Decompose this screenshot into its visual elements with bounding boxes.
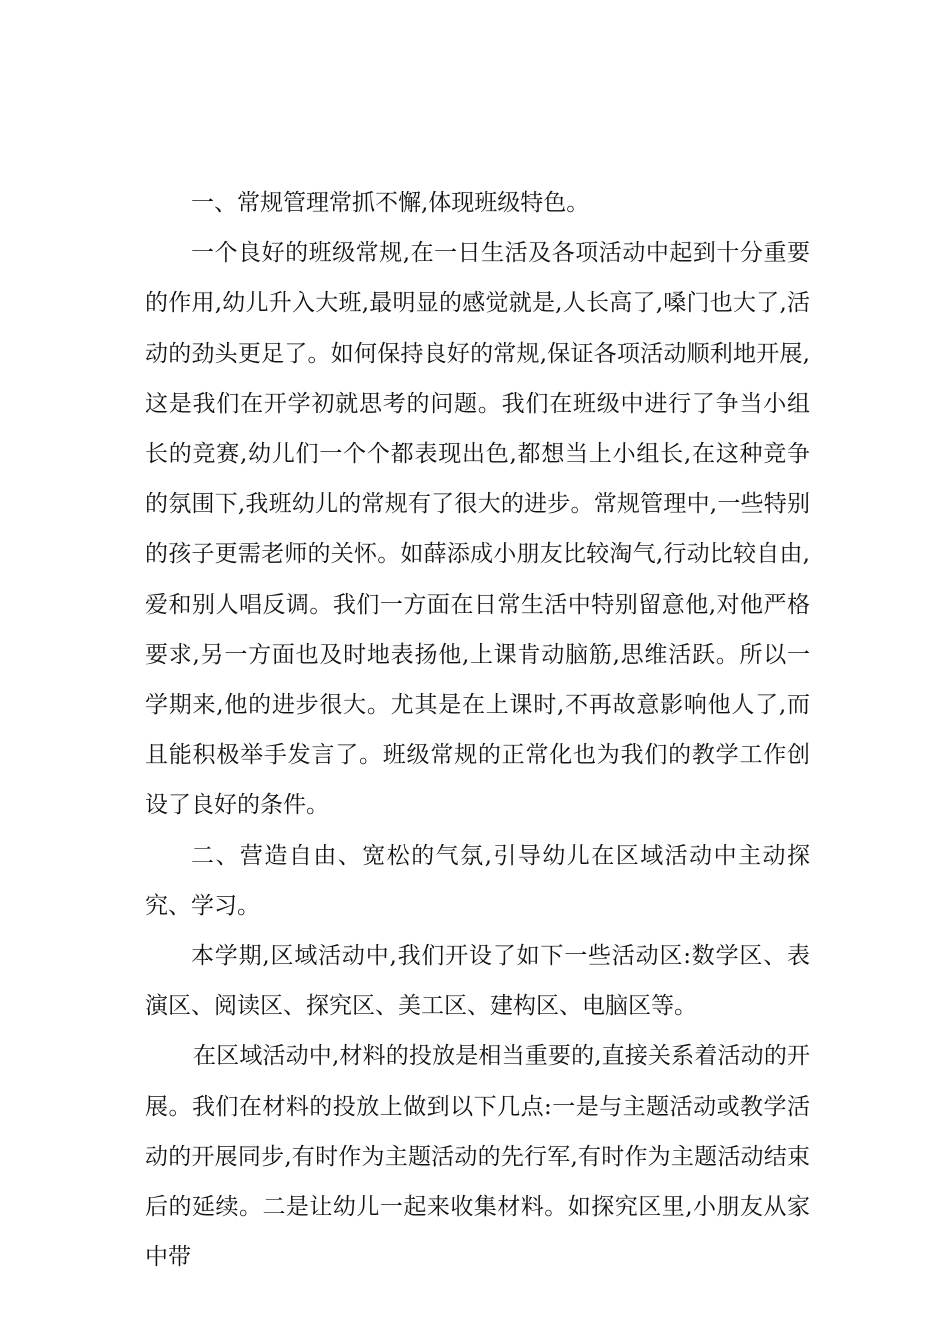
paragraph-activity-areas: 本学期,区域活动中,我们开设了如下一些活动区:数学区、表演区、阅读区、探究区、美工区、建构区、电脑区等。 (145, 943, 810, 1020)
document-body (145, 178, 810, 1282)
section-heading-routine-management: 一、常规管理常抓不懈,体现班级特色。 (191, 190, 590, 216)
section-heading-area-activities: 二、营造自由、宽松的气氛,引导幼儿在区域活动中主动探究、学习。 (145, 842, 810, 919)
paragraph-materials: 在区域活动中,材料的投放是相当重要的,直接关系着活动的开展。我们在材料的投放上做到以下几点:一是与主题活动或教学活动的开展同步,有时作为主题活动的先行军,有时作为主题活动结束后的延续。二是让幼儿一起来收集材料。如探究区里,小朋友从家中带 (145, 1043, 810, 1271)
paragraph-routine-details: 一个良好的班级常规,在一日生活及各项活动中起到十分重要的作用,幼儿升入大班,最明显的感觉就是,人长高了,嗓门也大了,活动的劲头更足了。如何保持良好的常规,保证各项活动顺利地开展,这是我们在开学初就思考的问题。我们在班级中进行了争当小组长的竞赛,幼儿们一个个都表现出色,都想当上小组长,在这种竞争的氛围下,我班幼儿的常规有了很大的进步。常规管理中,一些特别的孩子更需老师的关怀。如薛添成小朋友比较淘气,行动比较自由,爱和别人唱反调。我们一方面在日常生活中特别留意他,对他严格要求,另一方面也及时地表扬他,上课肯动脑筋,思维活跃。所以一学期来,他的进步很大。尤其是在上课时,不再故意影响他人了,而且能积极举手发言了。班级常规的正常化也为我们的教学工作创设了良好的条件。 (145, 240, 810, 819)
